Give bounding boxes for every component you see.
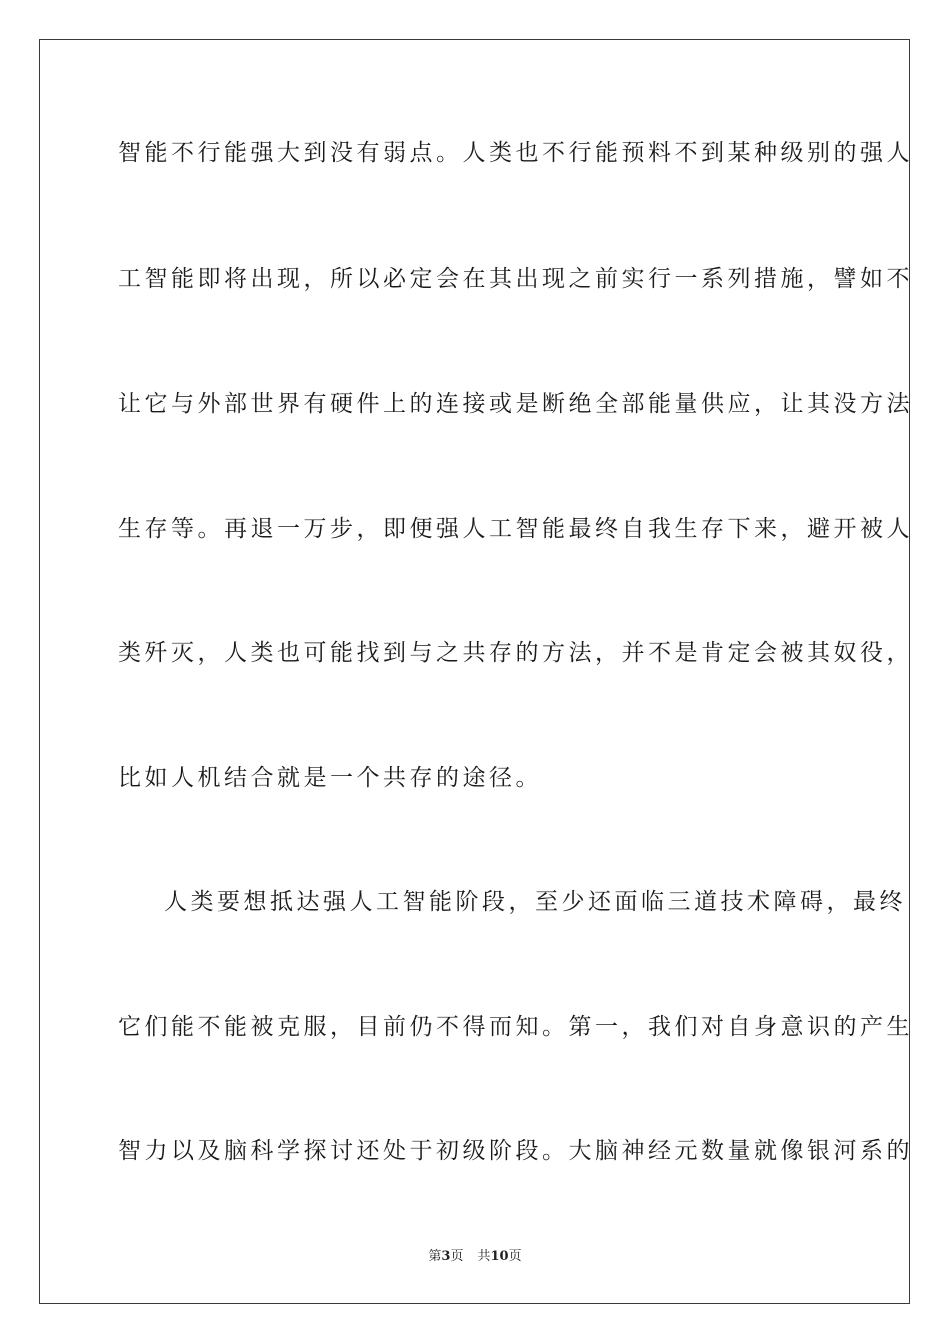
page-prefix: 第 [428, 1249, 442, 1264]
text-line: 让它与外部世界有硬件上的连接或是断绝全部能量供应，让其没方法 [118, 391, 913, 417]
total-prefix: 共 [477, 1249, 491, 1264]
page-number: 3 [441, 1249, 451, 1264]
text-line: 比如人机结合就是一个共存的途径。 [118, 765, 542, 791]
text-line: 智能不行能强大到没有弱点。人类也不行能预料不到某种级别的强人 [118, 140, 913, 166]
page-suffix: 页 [450, 1249, 464, 1264]
text-line: 它们能不能被克服，目前仍不得而知。第一，我们对自身意识的产生 [118, 1014, 913, 1040]
page-total: 10 [490, 1249, 509, 1264]
text-line: 智力以及脑科学探讨还处于初级阶段。大脑神经元数量就像银河系的 [118, 1138, 913, 1164]
total-suffix: 页 [508, 1249, 522, 1264]
paragraph-first-line: 人类要想抵达强人工智能阶段，至少还面临三道技术障碍，最终 [164, 889, 906, 915]
page-border [39, 39, 913, 1304]
text-line: 工智能即将出现，所以必定会在其出现之前实行一系列措施，譬如不 [118, 266, 913, 292]
text-line: 类歼灭，人类也可能找到与之共存的方法，并不是肯定会被其奴役， [118, 640, 913, 666]
text-line: 生存等。再退一万步，即便强人工智能最终自我生存下来，避开被人 [118, 516, 913, 542]
page-footer [0, 1248, 950, 1266]
